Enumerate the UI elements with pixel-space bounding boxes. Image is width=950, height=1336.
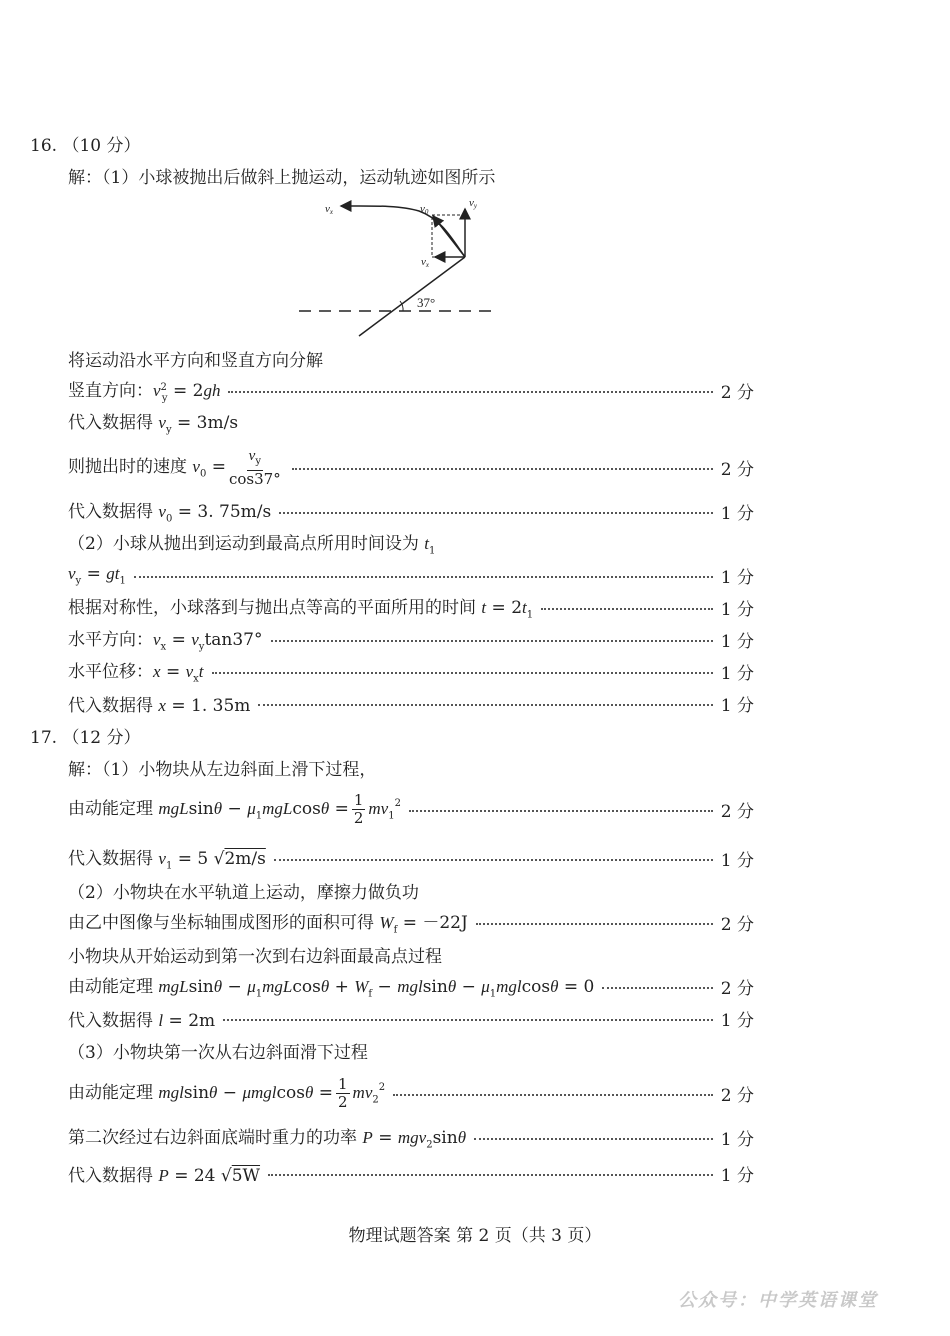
q16-decompose: 将运动沿水平方向和竖直方向分解 bbox=[68, 350, 323, 371]
score: 1 分 bbox=[720, 567, 754, 588]
q17-energy-equation-3: 由动能定理 mglsinθ − μmglcosθ = $\frac{1}{2}$ $mv_2^2$ 2 分 bbox=[68, 1074, 754, 1111]
q17-l-result: 代入数据得 l = 2m 1 分 bbox=[68, 1005, 754, 1031]
dot-leader bbox=[212, 672, 713, 674]
score: 1 分 bbox=[720, 503, 754, 524]
q16-part2: （2）小球从抛出到运动到最高点所用时间设为 $t_1$ bbox=[68, 534, 436, 557]
q17-p-result: 代入数据得 P = 24 √5W 1 分 bbox=[68, 1160, 754, 1186]
q17-intro: 解：（1）小物块从左边斜面上滑下过程， bbox=[68, 759, 377, 780]
dot-leader bbox=[228, 391, 712, 393]
q17-process: 小物块从开始运动到第一次到右边斜面最高点过程 bbox=[68, 946, 442, 967]
dot-leader bbox=[474, 1138, 713, 1140]
score: 2 分 bbox=[720, 978, 754, 999]
dot-leader bbox=[292, 468, 713, 470]
q16-symmetry: 根据对称性，小球落到与抛出点等高的平面所用的时间 $t = 2t_1$ 1 分 bbox=[68, 594, 754, 620]
question-16-heading: 16. （10 分） bbox=[30, 135, 141, 156]
q16-vy-result: 代入数据得 $v_y = 3m/s$ bbox=[68, 413, 239, 436]
dot-leader bbox=[279, 512, 713, 514]
page-footer: 物理试题答案 第 2 页（共 3 页） bbox=[348, 1226, 602, 1246]
q16-horizontal: 水平方向：$v_x = v_y\tan 37^\circ$ 1 分 bbox=[68, 626, 754, 652]
q17-energy-equation-1: 由动能定理 $mgLsin\theta - \mu_1mgLcos\theta$ = $\frac{1}{2}$ $mv_1^2$ 2 分 bbox=[68, 790, 754, 827]
q17-v1-result: 代入数据得 $v_1 = 5$ √2m/s 1 分 bbox=[68, 845, 754, 871]
score: 1 分 bbox=[720, 663, 754, 684]
angle-label: 37° bbox=[417, 295, 436, 310]
q17-part3: （3）小物块第一次从右边斜面滑下过程 bbox=[68, 1042, 368, 1063]
score: 2 分 bbox=[720, 914, 754, 935]
dot-leader bbox=[409, 810, 713, 812]
q16-intro: 解：（1）小球被抛出后做斜上抛运动，运动轨迹如图所示 bbox=[68, 167, 496, 188]
score: 1 分 bbox=[720, 599, 754, 620]
dot-leader bbox=[274, 859, 713, 861]
score: 1 分 bbox=[720, 695, 754, 716]
score: 1 分 bbox=[720, 850, 754, 871]
q17-part2: （2）小物块在水平轨道上运动，摩擦力做负功 bbox=[68, 882, 419, 903]
dot-leader bbox=[258, 704, 712, 706]
q16-displacement: 水平位移：$x = v_xt$ 1 分 bbox=[68, 658, 754, 684]
question-17-heading: 17. （12 分） bbox=[30, 727, 141, 748]
v0-label: v0 bbox=[420, 203, 429, 216]
dot-leader bbox=[134, 576, 713, 578]
score: 2 分 bbox=[720, 1085, 754, 1106]
dot-leader bbox=[476, 923, 713, 925]
watermark: 公众号：中学英语课堂 bbox=[678, 1290, 878, 1311]
q17-area: 由乙中图像与坐标轴围成图形的面积可得 $W_f = -22J$ 2 分 bbox=[68, 909, 754, 935]
q16-x-result: 代入数据得 x = 1. 35m 1 分 bbox=[68, 690, 754, 716]
score: 2 分 bbox=[720, 459, 754, 480]
q16-v0-result: 代入数据得 $v_0 = 3$. 75m/s 1 分 bbox=[68, 498, 754, 524]
score: 1 分 bbox=[720, 631, 754, 652]
q16-vertical-equation: 竖直方向：$v^2_y = 2gh$ 2 分 bbox=[68, 377, 754, 403]
score: 2 分 bbox=[720, 801, 754, 822]
vy-label: vy bbox=[469, 197, 477, 210]
dot-leader bbox=[602, 987, 712, 989]
dot-leader bbox=[271, 640, 713, 642]
q17-energy-equation-2: 由动能定理 $mgLsin\theta - \mu_1mgLcos\theta + W_f - mglsin\theta - \mu_1mglcos\theta = 0$ 2 分 bbox=[68, 973, 754, 999]
dot-leader bbox=[223, 1019, 713, 1021]
q16-vy-gt1: $v_y = gt_1$ 1 分 bbox=[68, 563, 754, 588]
vx-left-label: vx bbox=[325, 203, 333, 216]
dot-leader bbox=[268, 1174, 713, 1176]
trajectory-diagram bbox=[291, 197, 495, 339]
score: 1 分 bbox=[720, 1129, 754, 1150]
vx-mid-label: vx bbox=[421, 256, 429, 269]
score: 1 分 bbox=[720, 1165, 754, 1186]
dot-leader bbox=[541, 608, 713, 610]
q16-v0-equation: 则抛出时的速度 $v_0$ = $\frac{v_y}{\cos 37^\circ}$ 2 分 bbox=[68, 447, 754, 488]
dot-leader bbox=[393, 1094, 713, 1096]
score: 2 分 bbox=[720, 382, 754, 403]
score: 1 分 bbox=[720, 1010, 754, 1031]
q17-power: 第二次经过右边斜面底端时重力的功率 P = mgv$_2$sinθ 1 分 bbox=[68, 1124, 754, 1150]
